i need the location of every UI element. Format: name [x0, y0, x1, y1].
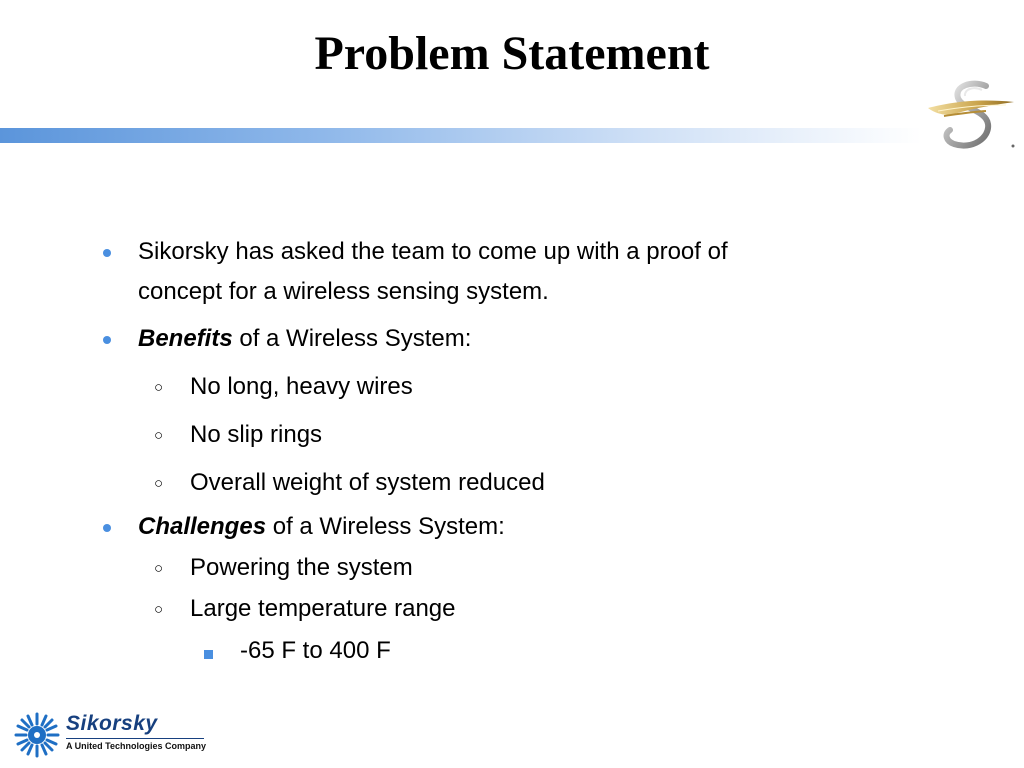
challenge-item: Large temperature range: [190, 595, 456, 622]
sikorsky-rotor-logo-icon: [14, 712, 60, 758]
bullet-dot-icon: [103, 336, 111, 344]
sub-sub-bullet-square-icon: [204, 650, 213, 659]
sub-bullet-circle-icon: ○: [154, 379, 164, 396]
bullet-item-benefits: [138, 319, 471, 359]
challenges-heading-text: of a Wireless System:: [266, 513, 505, 540]
slide-title: Problem Statement: [314, 27, 710, 80]
bullet-item-request-line1: Sikorsky has asked the team to come up with a proof of: [138, 238, 728, 265]
sub-bullet-circle-icon: ○: [154, 427, 164, 444]
benefits-emphasis: Benefits: [138, 325, 233, 352]
bullet-item-challenges: [138, 507, 505, 547]
benefit-item: No long, heavy wires: [190, 373, 413, 400]
benefit-item: Overall weight of system reduced: [190, 469, 545, 496]
sub-bullet-circle-icon: ○: [154, 475, 164, 492]
sub-bullet-circle-icon: ○: [154, 601, 164, 618]
bullet-dot-icon: [103, 249, 111, 257]
sub-bullet-circle-icon: ○: [154, 560, 164, 577]
brand-underline: [66, 738, 204, 739]
challenge-item: Powering the system: [190, 554, 413, 581]
temperature-range-item: -65 F to 400 F: [240, 637, 391, 664]
bullet-dot-icon: [103, 524, 111, 532]
bullet-item-request-line2: concept for a wireless sensing system.: [138, 278, 549, 305]
challenges-emphasis: Challenges: [138, 513, 267, 540]
benefit-item: No slip rings: [190, 421, 323, 448]
brand-tagline: A United Technologies Company: [66, 741, 207, 751]
brand-name: Sikorsky: [66, 712, 158, 735]
benefits-heading-text: of a Wireless System:: [232, 325, 472, 352]
